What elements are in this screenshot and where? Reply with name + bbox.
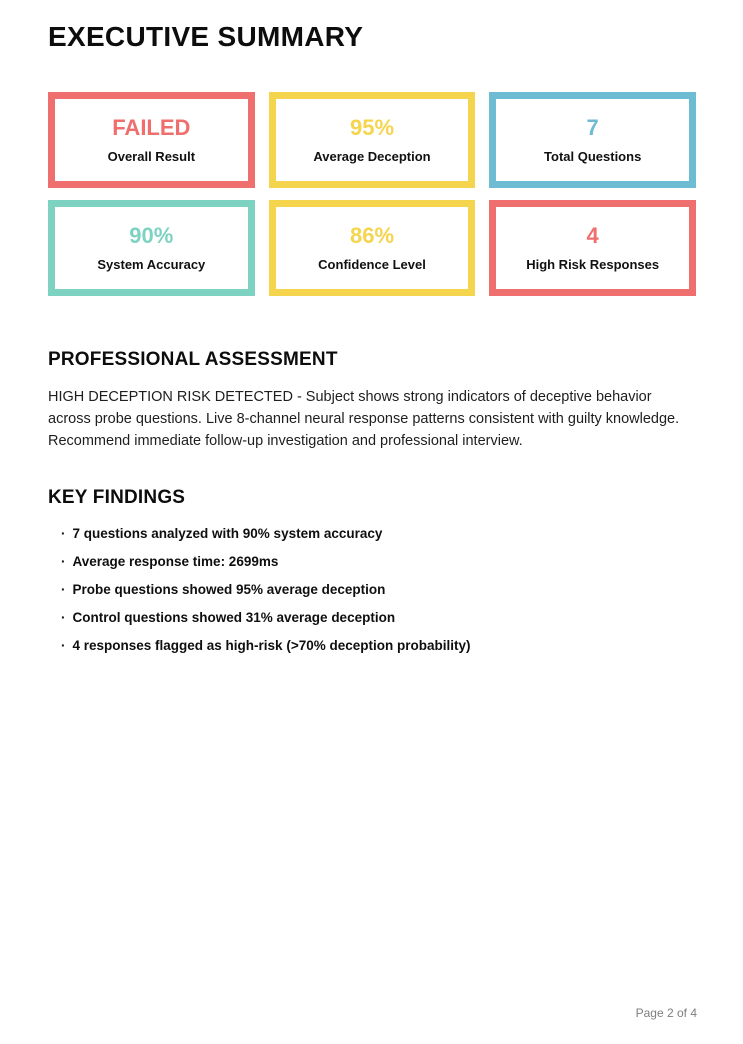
finding-item-text: Probe questions showed 95% average deception bbox=[72, 582, 386, 598]
finding-item bbox=[61, 610, 696, 626]
page-title: EXECUTIVE SUMMARY bbox=[48, 21, 364, 52]
metric-card-average-deception bbox=[269, 92, 476, 188]
metric-card-confidence-level bbox=[269, 200, 476, 296]
bullet-glyph: · bbox=[61, 582, 66, 598]
metric-label-overall-result: Overall Result bbox=[107, 148, 196, 164]
metric-label-confidence-level: Confidence Level bbox=[318, 256, 426, 272]
bullet-glyph: · bbox=[61, 638, 66, 654]
metric-card-overall-result bbox=[48, 92, 255, 188]
metric-value-overall-result: FAILED bbox=[112, 115, 191, 141]
metric-label-average-deception: Average Deception bbox=[313, 148, 431, 164]
assessment-body-text: HIGH DECEPTION RISK DETECTED - Subject shows strong indicators of deceptive behavior across probe questions. Live 8-channel neural response patterns consistent with guilty knowledge. Recommend immediate follow-up investigation and professional interview. bbox=[48, 389, 680, 450]
metric-value-average-deception: 95% bbox=[349, 115, 395, 141]
metric-label-total-questions: Total Questions bbox=[544, 148, 642, 164]
bullet-glyph: · bbox=[61, 526, 66, 542]
finding-item-text: 7 questions analyzed with 90% system accuracy bbox=[72, 526, 383, 542]
metric-card-total-questions bbox=[489, 92, 696, 188]
assessment-section-heading: PROFESSIONAL ASSESSMENT bbox=[48, 349, 338, 371]
metric-value-system-accuracy: 90% bbox=[129, 223, 174, 249]
finding-item-text: Control questions showed 31% average deception bbox=[72, 610, 396, 626]
page-number: Page 2 of 4 bbox=[635, 1006, 697, 1020]
metric-value-high-risk-responses: 4 bbox=[586, 223, 599, 249]
findings-list bbox=[48, 526, 696, 654]
findings-section-heading: KEY FINDINGS bbox=[48, 487, 186, 509]
metric-value-total-questions: 7 bbox=[586, 115, 599, 141]
finding-item-text: 4 responses flagged as high-risk (>70% deception probability) bbox=[72, 638, 471, 654]
metric-label-system-accuracy: System Accuracy bbox=[97, 256, 206, 272]
finding-item bbox=[61, 582, 696, 598]
bullet-glyph: · bbox=[61, 554, 66, 570]
metric-card-system-accuracy bbox=[48, 200, 255, 296]
metric-card-high-risk-responses bbox=[489, 200, 696, 296]
finding-item-text: Average response time: 2699ms bbox=[72, 554, 279, 570]
metric-value-confidence-level: 86% bbox=[349, 223, 395, 249]
finding-item bbox=[61, 554, 696, 570]
finding-item bbox=[61, 638, 696, 654]
metric-label-high-risk-responses: High Risk Responses bbox=[526, 256, 660, 272]
metric-cards-grid bbox=[48, 92, 696, 296]
bullet-glyph: · bbox=[61, 610, 66, 626]
finding-item bbox=[61, 526, 696, 542]
